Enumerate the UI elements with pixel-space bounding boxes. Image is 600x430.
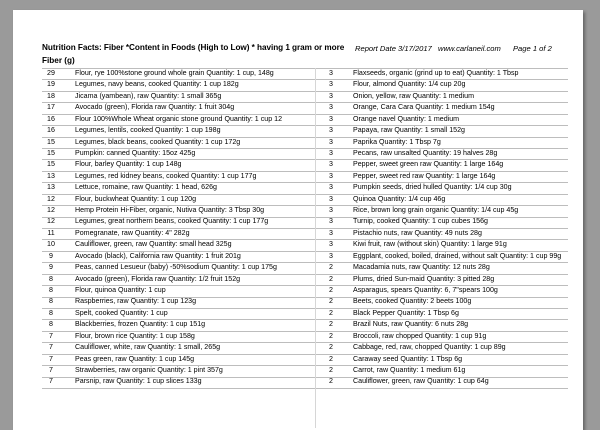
food-description: Hemp Protein Hi-Fiber, organic, Nutiva Quantity: 3 Tbsp 30g bbox=[75, 206, 265, 215]
table-row bbox=[42, 251, 307, 262]
food-description: Black Pepper Quantity: 1 Tbsp 6g bbox=[353, 308, 459, 317]
table-row bbox=[325, 91, 570, 102]
fiber-value: 7 bbox=[49, 365, 53, 374]
table-row bbox=[325, 262, 570, 273]
food-description: Blackberries, frozen Quantity: 1 cup 151g bbox=[75, 320, 206, 329]
table-row bbox=[42, 216, 307, 227]
fiber-value: 2 bbox=[329, 377, 333, 386]
table-row bbox=[325, 114, 570, 125]
fiber-value: 7 bbox=[49, 343, 53, 352]
food-description: Rice, brown long grain organic Quantity: 1/4 cup 45g bbox=[353, 206, 519, 215]
fiber-value: 2 bbox=[329, 263, 333, 272]
food-description: Flour, buckwheat Quantity: 1 cup 120g bbox=[75, 194, 197, 203]
food-description: Flour, brown rice Quantity: 1 cup 158g bbox=[75, 331, 195, 340]
table-row bbox=[42, 194, 307, 205]
food-description: Pepper, sweet red raw Quantity: 1 large 164g bbox=[353, 171, 496, 180]
table-row bbox=[42, 228, 307, 239]
food-description: Avocado (green), Florida raw Quantity: 1/2 fruit 152g bbox=[75, 274, 241, 283]
food-description: Jicama (yambean), raw Quantity: 1 small 365g bbox=[75, 91, 222, 100]
fiber-value: 12 bbox=[47, 194, 55, 203]
food-description: Strawberries, raw organic Quantity: 1 pint 357g bbox=[75, 365, 223, 374]
table-row bbox=[325, 296, 570, 307]
fiber-value: 13 bbox=[47, 171, 55, 180]
fiber-value: 15 bbox=[47, 137, 55, 146]
table-row bbox=[325, 216, 570, 227]
food-description: Brazil Nuts, raw Quantity: 6 nuts 28g bbox=[353, 320, 469, 329]
report-date: Report Date 3/17/2017 bbox=[355, 44, 432, 53]
food-description: Paprika Quantity: 1 Tbsp 7g bbox=[353, 137, 441, 146]
fiber-value: 11 bbox=[47, 228, 55, 237]
food-description: Macadamia nuts, raw Quantity: 12 nuts 28g bbox=[353, 263, 490, 272]
fiber-value: 16 bbox=[47, 114, 55, 123]
table-row bbox=[42, 114, 307, 125]
table-row bbox=[42, 148, 307, 159]
fiber-value: 3 bbox=[329, 69, 333, 77]
food-description: Flour 100%Whole Wheat organic stone ground Quantity: 1 cup 12 bbox=[75, 114, 283, 123]
table-row bbox=[42, 274, 307, 285]
fiber-value: 8 bbox=[49, 286, 53, 295]
table-row bbox=[42, 308, 307, 319]
fiber-value: 3 bbox=[329, 137, 333, 146]
fiber-value: 2 bbox=[329, 274, 333, 283]
table-row bbox=[42, 262, 307, 273]
fiber-value: 3 bbox=[329, 217, 333, 226]
fiber-value: 3 bbox=[329, 171, 333, 180]
food-description: Pecans, raw unsalted Quantity: 19 halves 28g bbox=[353, 148, 498, 157]
table-row bbox=[42, 182, 307, 193]
food-description: Pumpkin: canned Quantity: 15oz 425g bbox=[75, 148, 196, 157]
table-row bbox=[42, 102, 307, 113]
table-row bbox=[325, 171, 570, 182]
food-description: Cauliflower, green, raw Quantity: 1 cup 64g bbox=[353, 377, 489, 386]
table-row bbox=[42, 137, 307, 148]
fiber-value: 3 bbox=[329, 183, 333, 192]
table-row bbox=[42, 376, 307, 387]
table-row bbox=[325, 251, 570, 262]
food-description: Quinoa Quantity: 1/4 cup 46g bbox=[353, 194, 446, 203]
food-description: Flaxseeds, organic (grind up to eat) Quantity: 1 Tbsp bbox=[353, 69, 519, 77]
food-description: Orange navel Quantity: 1 medium bbox=[353, 114, 460, 123]
fiber-value: 8 bbox=[49, 297, 53, 306]
food-description: Spelt, cooked Quantity: 1 cup bbox=[75, 308, 168, 317]
table-row bbox=[325, 274, 570, 285]
food-description: Flour, quinoa Quantity: 1 cup bbox=[75, 286, 166, 295]
table-row bbox=[325, 308, 570, 319]
fiber-value: 2 bbox=[329, 286, 333, 295]
food-description: Orange, Cara Cara Quantity: 1 medium 154g bbox=[353, 103, 495, 112]
fiber-value: 12 bbox=[47, 217, 55, 226]
food-description: Flour, almond Quantity: 1/4 cup 20g bbox=[353, 80, 466, 89]
fiber-value: 8 bbox=[49, 274, 53, 283]
fiber-value: 29 bbox=[47, 69, 55, 77]
food-description: Turnip, cooked Quantity: 1 cup cubes 156g bbox=[353, 217, 488, 226]
fiber-value: 2 bbox=[329, 365, 333, 374]
table-row bbox=[42, 68, 307, 79]
fiber-value: 7 bbox=[49, 354, 53, 363]
table-row bbox=[325, 68, 570, 79]
fiber-value: 3 bbox=[329, 148, 333, 157]
page-number: Page 1 of 2 bbox=[512, 44, 552, 53]
food-description: Peas, canned Lesueur (baby) -50%sodium Quantity: 1 cup 175g bbox=[75, 263, 277, 272]
fiber-value: 3 bbox=[329, 206, 333, 215]
food-description: Flour, rye 100%stone ground whole grain Quantity: 1 cup, 148g bbox=[75, 69, 274, 77]
food-description: Onion, yellow, raw Quantity: 1 medium bbox=[353, 91, 475, 100]
fiber-value: 17 bbox=[47, 103, 55, 112]
table-row bbox=[325, 79, 570, 90]
table-row bbox=[42, 331, 307, 342]
table-row bbox=[325, 102, 570, 113]
food-description: Lettuce, romaine, raw Quantity: 1 head, 626g bbox=[75, 183, 217, 192]
food-description: Legumes, navy beans, cooked Quantity: 1 cup 182g bbox=[75, 80, 239, 89]
table-row bbox=[325, 354, 570, 365]
food-description: Avocado (black), California raw Quantity: 1 fruit 201g bbox=[75, 251, 241, 260]
table-row bbox=[325, 137, 570, 148]
fiber-value: 3 bbox=[329, 240, 333, 249]
fiber-value: 8 bbox=[49, 320, 53, 329]
fiber-value: 3 bbox=[329, 103, 333, 112]
right-column bbox=[325, 68, 570, 388]
food-description: Pistachio nuts, raw Quantity: 49 nuts 28g bbox=[353, 228, 482, 237]
fiber-value: 3 bbox=[329, 228, 333, 237]
table-row bbox=[42, 171, 307, 182]
table-row bbox=[325, 319, 570, 330]
food-description: Kiwi fruit, raw (without skin) Quantity: 1 large 91g bbox=[353, 240, 507, 249]
site-url: www.carlaneil.com bbox=[437, 44, 501, 53]
table-row bbox=[325, 365, 570, 376]
column-divider bbox=[315, 68, 316, 428]
table-row bbox=[42, 354, 307, 365]
table-row bbox=[42, 239, 307, 250]
fiber-value: 15 bbox=[47, 148, 55, 157]
fiber-value: 12 bbox=[47, 206, 55, 215]
fiber-value: 3 bbox=[329, 126, 333, 135]
food-description: Asparagus, spears Quantity: 6, 7"spears 100g bbox=[353, 286, 498, 295]
report-page bbox=[13, 10, 583, 430]
food-description: Papaya, raw Quantity: 1 small 152g bbox=[353, 126, 465, 135]
fiber-value: 15 bbox=[47, 160, 55, 169]
food-description: Pomegranate, raw Quantity: 4" 282g bbox=[75, 228, 190, 237]
fiber-value: 9 bbox=[49, 263, 53, 272]
food-description: Legumes, great northern beans, cooked Quantity: 1 cup 177g bbox=[75, 217, 269, 226]
food-description: Cabbage, red, raw, chopped Quantity: 1 cup 89g bbox=[353, 343, 506, 352]
food-description: Parsnip, raw Quantity: 1 cup slices 133g bbox=[75, 377, 202, 386]
food-description: Broccoli, raw chopped Quantity: 1 cup 91g bbox=[353, 331, 487, 340]
table-row bbox=[42, 79, 307, 90]
fiber-value: 3 bbox=[329, 160, 333, 169]
food-description: Pumpkin seeds, dried hulled Quantity: 1/4 cup 30g bbox=[353, 183, 512, 192]
food-description: Pepper, sweet green raw Quantity: 1 large 164g bbox=[353, 160, 504, 169]
table-row bbox=[325, 239, 570, 250]
food-description: Peas green, raw Quantity: 1 cup 145g bbox=[75, 354, 195, 363]
row-gridline bbox=[42, 388, 568, 389]
fiber-value: 18 bbox=[47, 91, 55, 100]
fiber-value: 2 bbox=[329, 343, 333, 352]
fiber-value: 19 bbox=[47, 80, 55, 89]
fiber-value: 3 bbox=[329, 91, 333, 100]
fiber-value: 13 bbox=[47, 183, 55, 192]
table-row bbox=[325, 228, 570, 239]
table-row bbox=[325, 148, 570, 159]
food-description: Avocado (green), Florida raw Quantity: 1 fruit 304g bbox=[75, 103, 235, 112]
table-row bbox=[42, 205, 307, 216]
food-description: Cauliflower, white, raw Quantity: 1 small, 265g bbox=[75, 343, 221, 352]
report-meta bbox=[355, 44, 552, 53]
table-row bbox=[325, 159, 570, 170]
table-row bbox=[42, 342, 307, 353]
fiber-value: 7 bbox=[49, 377, 53, 386]
fiber-value: 16 bbox=[47, 126, 55, 135]
fiber-value: 8 bbox=[49, 308, 53, 317]
food-description: Cauliflower, green, raw Quantity: small head 325g bbox=[75, 240, 232, 249]
food-description: Legumes, black beans, cooked Quantity: 1 cup 172g bbox=[75, 137, 241, 146]
fiber-value: 3 bbox=[329, 80, 333, 89]
table-row bbox=[42, 285, 307, 296]
fiber-value: 10 bbox=[47, 240, 55, 249]
food-description: Beets, cooked Quantity: 2 beets 100g bbox=[353, 297, 472, 306]
table-row bbox=[325, 342, 570, 353]
table-row bbox=[42, 91, 307, 102]
column-header-fiber: Fiber (g) bbox=[42, 56, 75, 65]
fiber-value: 2 bbox=[329, 320, 333, 329]
table-row bbox=[42, 365, 307, 376]
table-row bbox=[325, 194, 570, 205]
table-row bbox=[325, 205, 570, 216]
food-description: Legumes, red kidney beans, cooked Quantity: 1 cup 177g bbox=[75, 171, 257, 180]
left-column bbox=[42, 68, 307, 388]
fiber-value: 2 bbox=[329, 297, 333, 306]
fiber-value: 2 bbox=[329, 354, 333, 363]
fiber-value: 3 bbox=[329, 251, 333, 260]
table-row bbox=[42, 125, 307, 136]
report-title: Nutrition Facts: Fiber *Content in Foods (High to Low) * having 1 gram or more bbox=[42, 43, 345, 52]
fiber-value: 3 bbox=[329, 114, 333, 123]
food-description: Raspberries, raw Quantity: 1 cup 123g bbox=[75, 297, 197, 306]
fiber-value: 2 bbox=[329, 331, 333, 340]
table-row bbox=[325, 285, 570, 296]
table-row bbox=[325, 125, 570, 136]
food-description: Plums, dried Sun-maid Quantity: 3 pitted 28g bbox=[353, 274, 495, 283]
fiber-value: 3 bbox=[329, 194, 333, 203]
table-row bbox=[325, 331, 570, 342]
fiber-value: 9 bbox=[49, 251, 53, 260]
food-description: Carrot, raw Quantity: 1 medium 61g bbox=[353, 365, 466, 374]
table-row bbox=[325, 376, 570, 387]
food-description: Legumes, lentils, cooked Quantity: 1 cup 198g bbox=[75, 126, 221, 135]
table-row bbox=[42, 296, 307, 307]
fiber-value: 7 bbox=[49, 331, 53, 340]
fiber-value: 2 bbox=[329, 308, 333, 317]
table-row bbox=[325, 182, 570, 193]
food-description: Flour, barley Quantity: 1 cup 148g bbox=[75, 160, 182, 169]
table-row bbox=[42, 159, 307, 170]
table-row bbox=[42, 319, 307, 330]
food-description: Caraway seed Quantity: 1 Tbsp 6g bbox=[353, 354, 463, 363]
food-description: Eggplant, cooked, boiled, drained, without salt Quantity: 1 cup 99g bbox=[353, 251, 562, 260]
